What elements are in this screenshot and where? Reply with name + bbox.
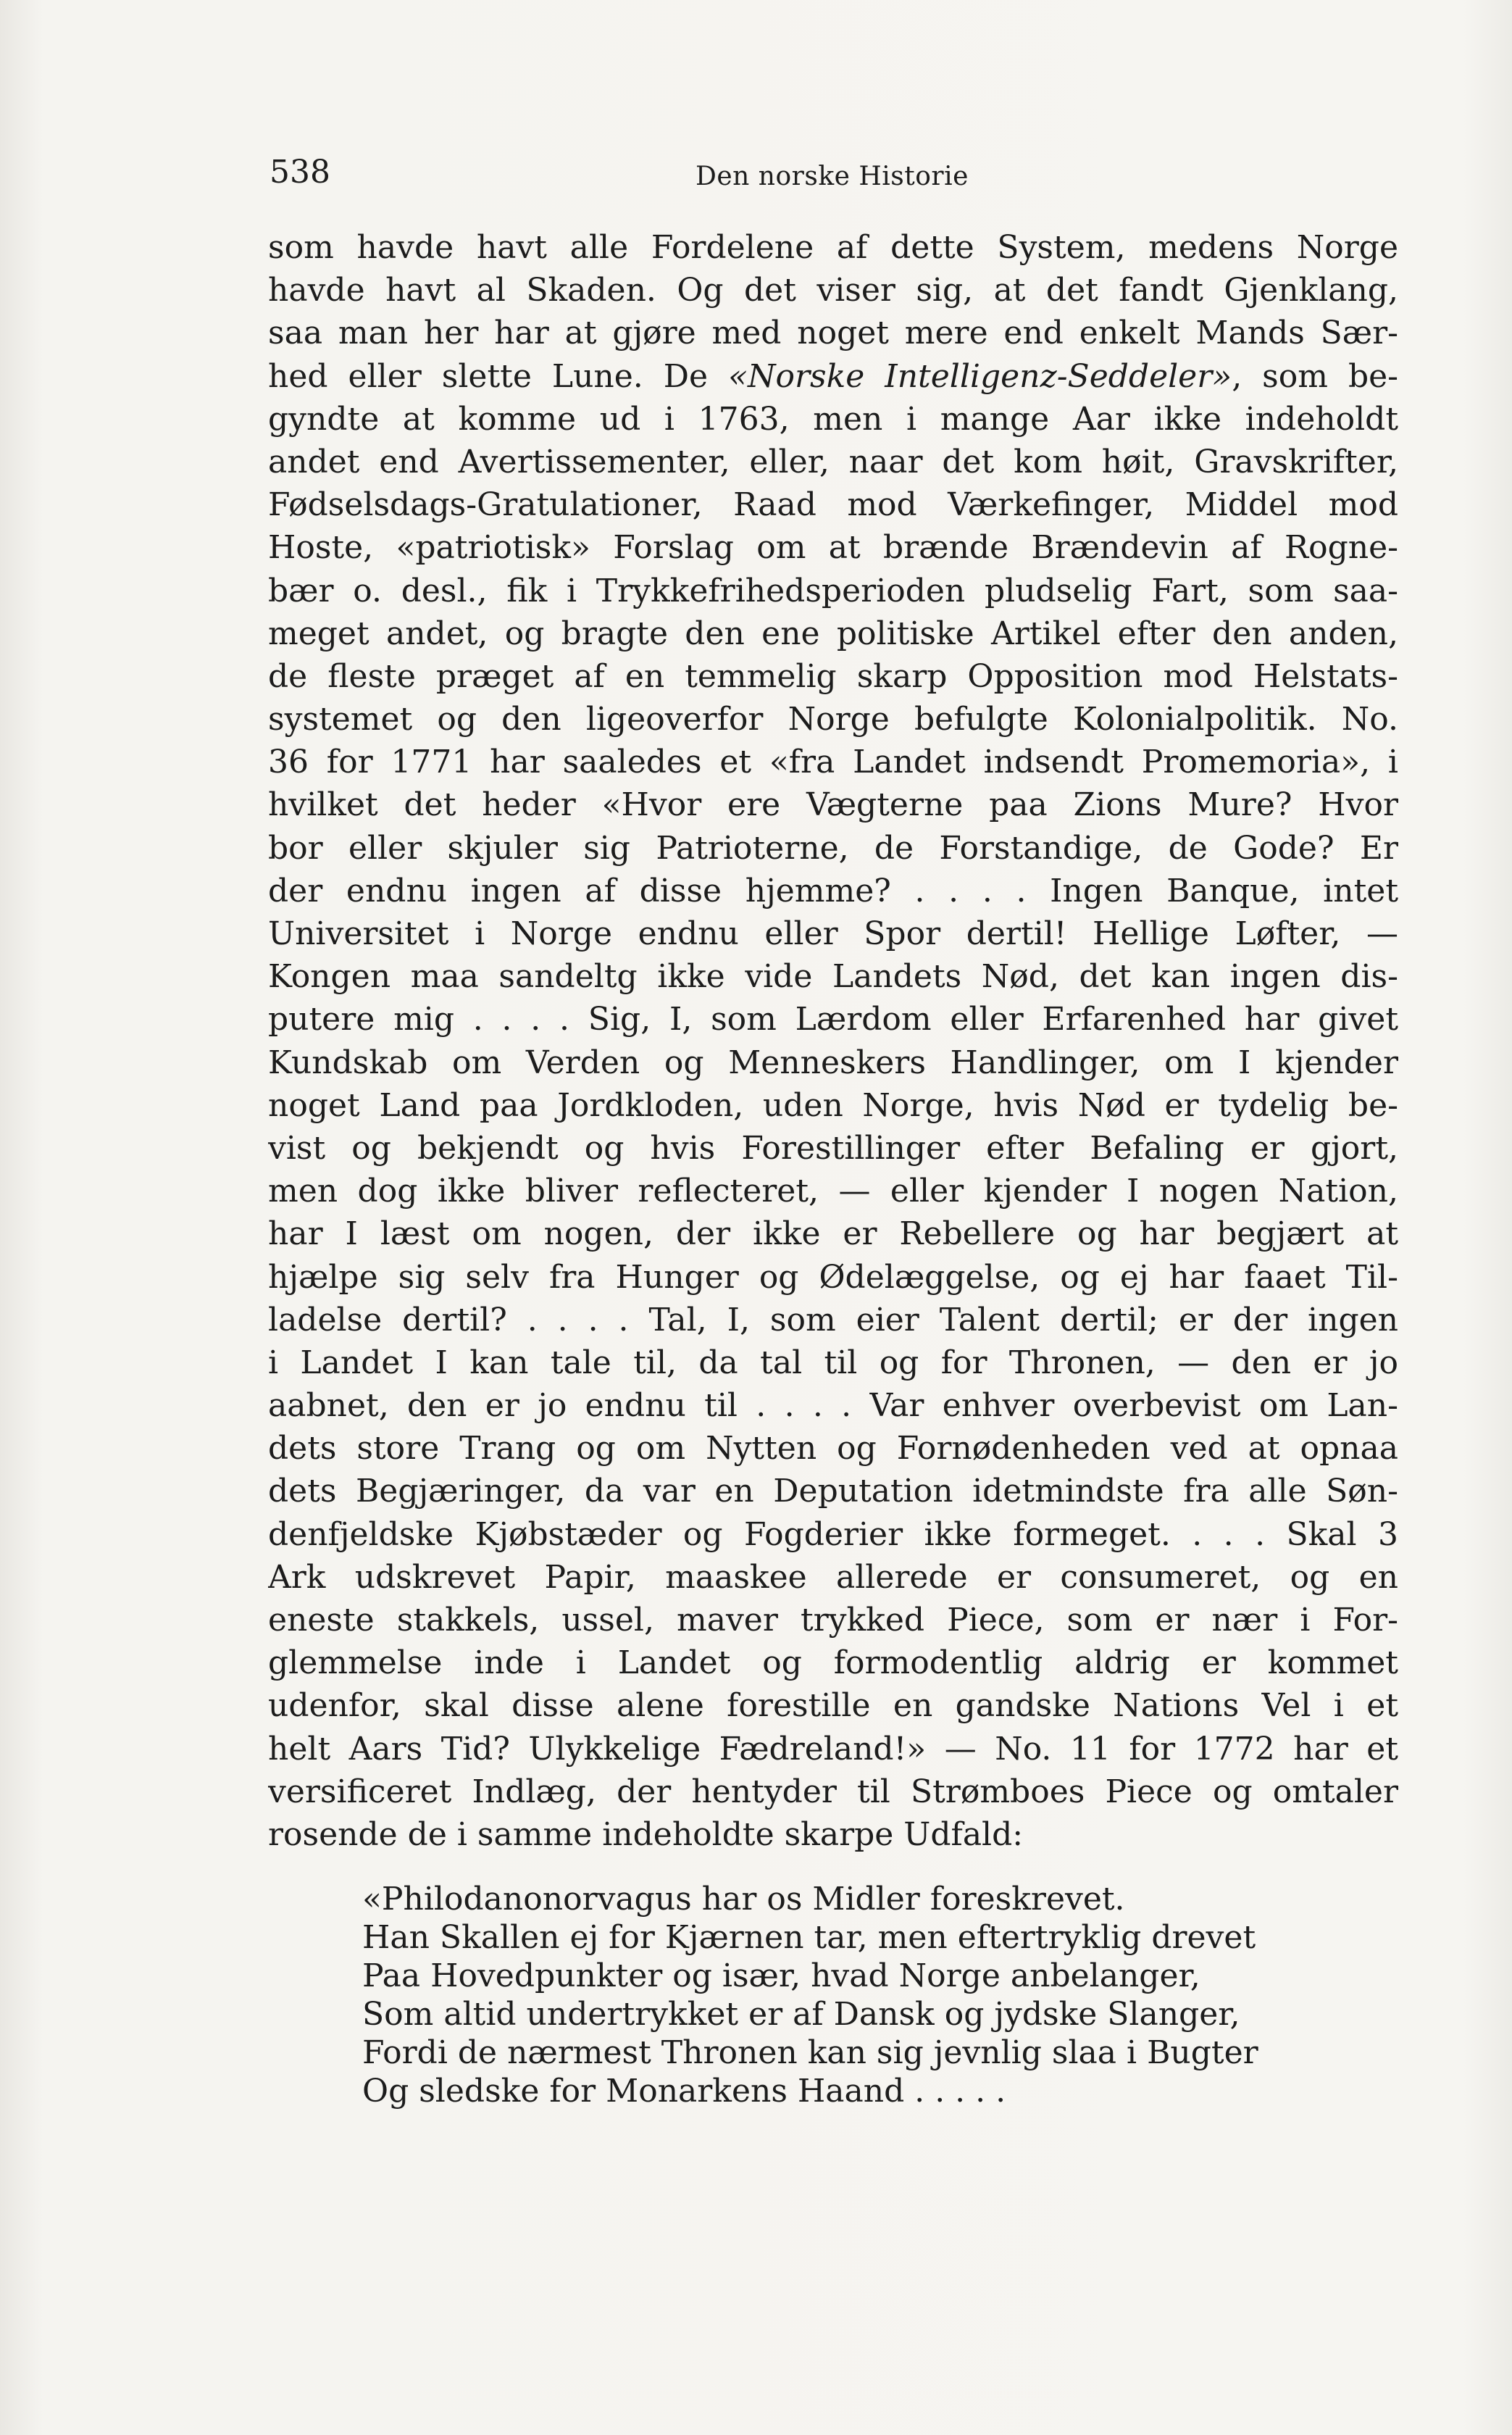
- text-line: udenfor, skal disse alene forestille en gandske Nations Vel i et: [268, 1687, 1398, 1725]
- page-number: 538: [270, 154, 330, 191]
- verse-line: Fordi de nærmest Thronen kan sig jevnlig slaa i Bugter: [362, 2034, 1258, 2071]
- text-line: havde havt al Skaden. Og det viser sig, at det fandt Gjenklang,: [268, 272, 1398, 309]
- text-line: rosende de i samme indeholdte skarpe Udfald:: [268, 1815, 1024, 1853]
- verse-line: «Philodanonorvagus har os Midler foreskrevet.: [362, 1881, 1125, 1918]
- text-line: Hoste, «patriotisk» Forslag om at brænde Brændevin af Rogne-: [268, 529, 1398, 567]
- text-line: bær o. desl., fik i Trykkefrihedsperioden pludselig Fart, som saa-: [268, 572, 1398, 609]
- verse-line: Han Skallen ej for Kjærnen tar, men eftertryklig drevet: [362, 1919, 1256, 1956]
- text-line: Kongen maa sandeltg ikke vide Landets Nød, det kan ingen dis-: [268, 958, 1398, 996]
- text-line: dets store Trang og om Nytten og Fornødenheden ved at opnaa: [268, 1430, 1398, 1468]
- text-line: hjælpe sig selv fra Hunger og Ødelæggelse, og ej har faaet Til-: [268, 1258, 1398, 1296]
- text-line: i Landet I kan tale til, da tal til og for Thronen, — den er jo: [268, 1344, 1398, 1381]
- text-line-with-italic-title: [268, 355, 1398, 398]
- text-line: som havde havt alle Fordelene af dette System, medens Norge: [268, 229, 1398, 266]
- text-line: bor eller skjuler sig Patrioterne, de Forstandige, de Gode? Er: [268, 829, 1398, 867]
- text-line: glemmelse inde i Landet og formodentlig aldrig er kommet: [268, 1644, 1398, 1682]
- text-line: meget andet, og bragte den ene politiske Artikel efter den anden,: [268, 615, 1398, 652]
- text-line: Ark udskrevet Papir, maaskee allerede er consumeret, og en: [268, 1558, 1398, 1596]
- text-line: vist og bekjendt og hvis Forestillinger efter Befaling er gjort,: [268, 1129, 1398, 1167]
- text-line: noget Land paa Jordkloden, uden Norge, hvis Nød er tydelig be-: [268, 1086, 1398, 1124]
- body-paragraph: [268, 226, 1398, 1856]
- text-line: helt Aars Tid? Ulykkelige Fædreland!» — No. 11 for 1772 har et: [268, 1730, 1398, 1768]
- text-line: men dog ikke bliver reflecteret, — eller kjender I nogen Nation,: [268, 1173, 1398, 1210]
- text-fragment: , som be-: [1232, 357, 1398, 395]
- text-fragment: hed eller slette Lune. De: [268, 357, 729, 395]
- text-line: gyndte at komme ud i 1763, men i mange Aar ikke indeholdt: [268, 400, 1398, 438]
- text-line: andet end Avertissementer, eller, naar det kom høit, Gravskrifter,: [268, 443, 1398, 480]
- text-line: ladelse dertil? . . . . Tal, I, som eier Talent dertil; er der ingen: [268, 1301, 1398, 1339]
- verse-line: Som altid undertrykket er af Dansk og jydske Slanger,: [362, 1996, 1240, 2033]
- running-head: Den norske Historie: [696, 162, 969, 191]
- text-line: Kundskab om Verden og Menneskers Handlinger, om I kjender: [268, 1044, 1398, 1081]
- text-line: versificeret Indlæg, der hentyder til Strømboes Piece og omtaler: [268, 1773, 1398, 1810]
- text-line: Fødselsdags-Gratulationer, Raad mod Værkefinger, Middel mod: [268, 486, 1398, 524]
- text-line: de fleste præget af en temmelig skarp Opposition mod Helstats-: [268, 657, 1398, 695]
- page-header: [270, 151, 1391, 194]
- text-line: har I læst om nogen, der ikke er Rebellere og har begjært at: [268, 1215, 1398, 1253]
- verse-line: Og sledske for Monarkens Haand . . . . .: [362, 2073, 1006, 2110]
- text-line: denfjeldske Kjøbstæder og Fogderier ikke formeget. . . . Skal 3: [268, 1515, 1398, 1553]
- italic-newspaper-title: «Norske Intelligenz-Seddeler»: [728, 357, 1232, 395]
- text-line: putere mig . . . . Sig, I, som Lærdom eller Erfarenhed har givet: [268, 1001, 1398, 1038]
- verse-quotation: [362, 1880, 1377, 2110]
- verse-line: Paa Hovedpunkter og især, hvad Norge anbelanger,: [362, 1957, 1200, 1994]
- text-line: eneste stakkels, ussel, maver trykked Piece, som er nær i For-: [268, 1602, 1398, 1639]
- text-line: dets Begjæringer, da var en Deputation idetmindste fra alle Søn-: [268, 1473, 1398, 1510]
- text-line: Universitet i Norge endnu eller Spor dertil! Hellige Løfter, —: [268, 915, 1398, 952]
- text-line: saa man her har at gjøre med noget mere end enkelt Mands Sær-: [268, 315, 1398, 352]
- text-line: aabnet, den er jo endnu til . . . . Var enhver overbevist om Lan-: [268, 1387, 1398, 1425]
- text-line: systemet og den ligeoverfor Norge befulgte Kolonialpolitik. No.: [268, 701, 1398, 738]
- text-line: 36 for 1771 har saaledes et «fra Landet indsendt Promemoria», i: [268, 744, 1398, 781]
- text-line: der endnu ingen af disse hjemme? . . . . Ingen Banque, intet: [268, 872, 1398, 910]
- text-line: hvilket det heder «Hvor ere Vægterne paa Zions Mure? Hvor: [268, 786, 1398, 824]
